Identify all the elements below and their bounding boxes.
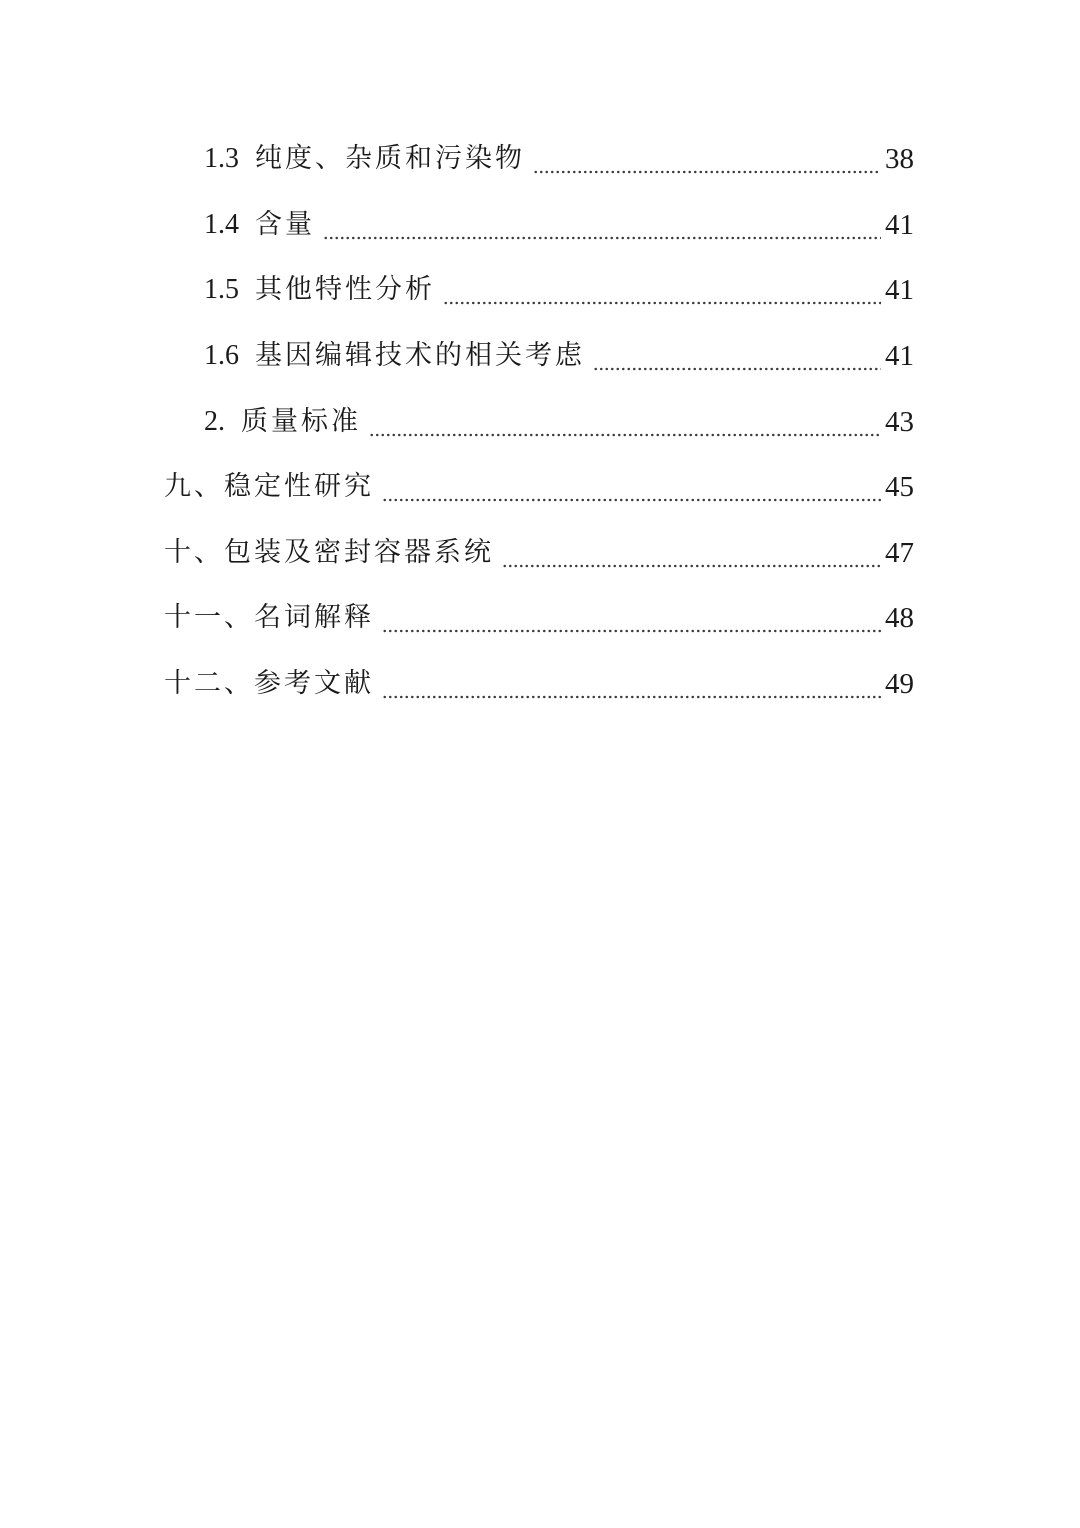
toc-entry-1-3[interactable]: [204, 137, 914, 181]
toc-entry-title: 其他特性分析: [255, 274, 435, 305]
toc-entry-page: 45: [885, 471, 914, 503]
toc-entry-number: 1.6: [204, 340, 239, 371]
dot-leader: [533, 137, 881, 181]
toc-entry-title: 含量: [255, 209, 315, 240]
toc-entry-2[interactable]: [204, 400, 914, 444]
toc-entry-title: 纯度、杂质和污染物: [255, 143, 525, 174]
toc-entry-section-9[interactable]: [164, 465, 914, 509]
toc-entry-number: 2.: [204, 406, 225, 437]
toc-entry-section-12[interactable]: [164, 662, 914, 706]
toc-entry-page: 49: [885, 668, 914, 700]
dot-leader: [502, 531, 881, 575]
toc-entry-page: 41: [885, 274, 914, 306]
dot-leader: [323, 203, 881, 247]
toc-entry-1-4[interactable]: [204, 203, 914, 247]
toc-entry-1-5[interactable]: [204, 268, 914, 312]
toc-entry-title: 十二、参考文献: [164, 668, 374, 699]
toc-entry-page: 43: [885, 406, 914, 438]
toc-entry-number: 1.3: [204, 143, 239, 174]
toc-entry-title: 基因编辑技术的相关考虑: [255, 340, 585, 371]
toc-entry-page: 41: [885, 209, 914, 241]
dot-leader: [382, 465, 881, 509]
toc-entry-title: 九、稳定性研究: [164, 471, 374, 502]
toc-entry-page: 41: [885, 340, 914, 372]
toc-entry-page: 47: [885, 537, 914, 569]
toc-entry-title: 十、包装及密封容器系统: [164, 537, 494, 568]
toc-entry-title: 十一、名词解释: [164, 602, 374, 633]
toc-entry-1-6[interactable]: [204, 334, 914, 378]
dot-leader: [593, 334, 881, 378]
dot-leader: [382, 662, 881, 706]
toc-entry-number: 1.5: [204, 274, 239, 305]
dot-leader: [382, 596, 881, 640]
dot-leader: [443, 268, 881, 312]
dot-leader: [369, 400, 881, 444]
toc-entry-section-10[interactable]: [164, 531, 914, 575]
toc-entry-section-11[interactable]: [164, 596, 914, 640]
toc-entry-title: 质量标准: [241, 406, 361, 437]
toc-entry-page: 48: [885, 602, 914, 634]
toc-entry-page: 38: [885, 143, 914, 175]
toc-entry-number: 1.4: [204, 209, 239, 240]
